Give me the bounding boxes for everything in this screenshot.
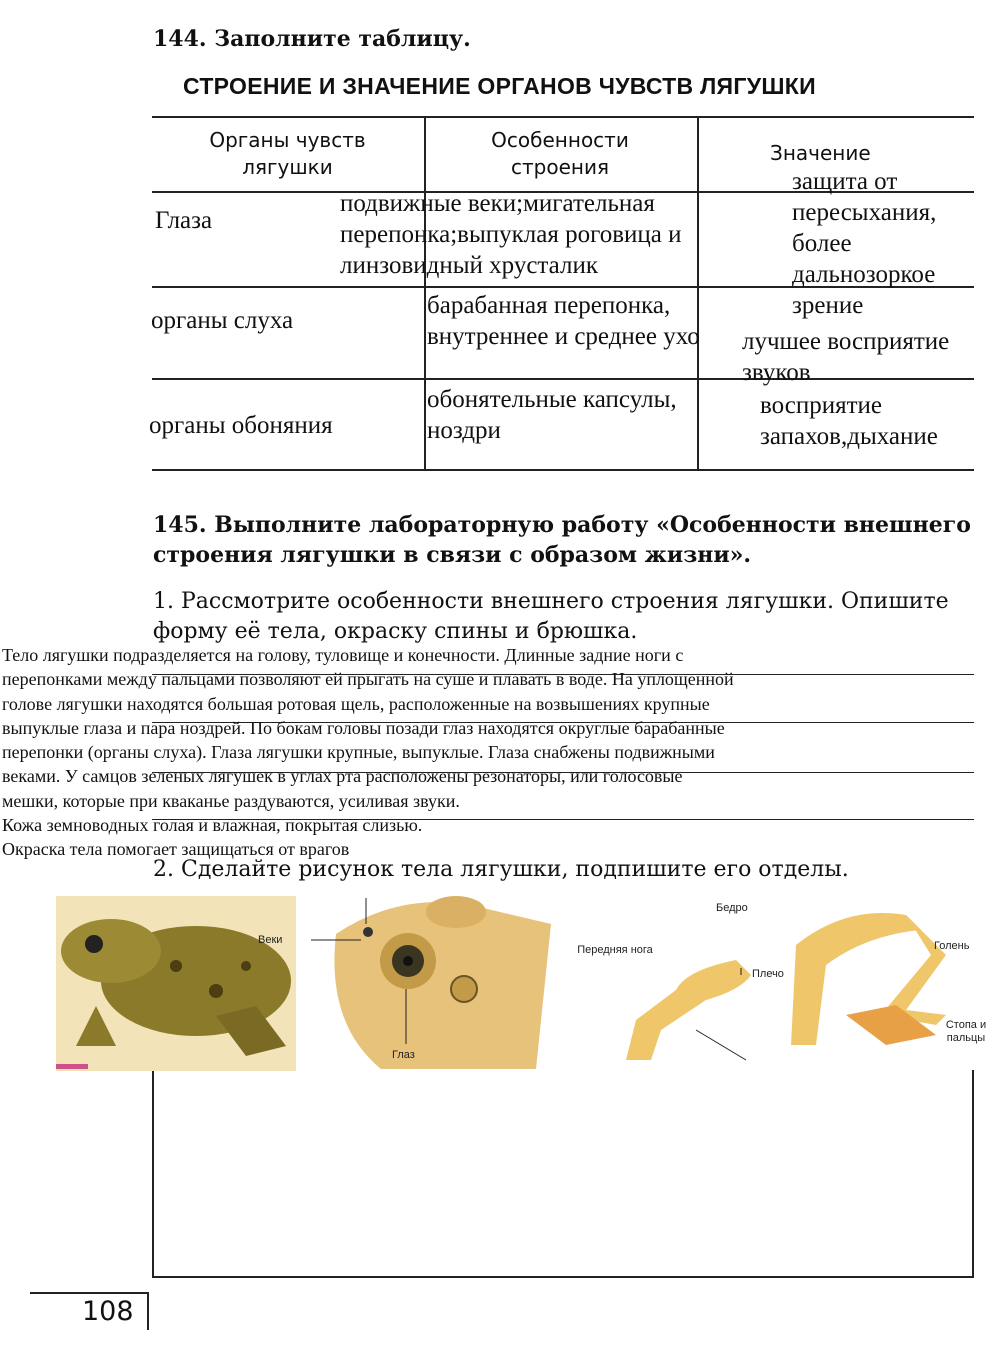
frog-body-image: [56, 896, 296, 1071]
label-foreleg: Передняя нога: [577, 944, 653, 956]
answer-line: перепонками между пальцами позволяют ей прыгать на суше и плавать в воде. На уплощенной: [2, 669, 734, 690]
answer-line: Тело лягушки подразделяется на голову, туловище и конечности. Длинные задние ноги с: [2, 645, 684, 665]
answer-line: голове лягушки находятся большая ротовая щель, расположенные на возвышениях крупные: [2, 693, 710, 714]
row2-structure: барабанная перепонка, внутреннее и среднее ухо: [427, 292, 700, 350]
row1-value: защита от пересыхания, более дальнозоркое зрение: [792, 168, 937, 319]
column-header-organs: Органы чувств лягушки: [209, 128, 366, 179]
step-1-instruction: 1. Рассмотрите особенности внешнего строения лягушки. Опишите форму её тела, окраску спины и брюшка.: [153, 589, 949, 644]
answer-line: перепонки (органы слуха). Глаза лягушки крупные, выпуклые. Глаза снабжены подвижными: [2, 742, 715, 763]
answer-line: Окраска тела помогает защищаться от врагов: [2, 839, 350, 860]
column-header-structure: Особенности строения: [491, 128, 629, 179]
table-title: СТРОЕНИЕ И ЗНАЧЕНИЕ ОРГАНОВ ЧУВСТВ ЛЯГУШКИ: [183, 73, 816, 99]
row2-value: лучшее восприятие звуков: [742, 328, 950, 386]
answer-line: веками. У самцов зеленых лягушек в углах рта расположены резонаторы, или голосовые: [2, 766, 683, 787]
label-foot: Стопа и пальцы: [945, 1019, 987, 1044]
row1-structure: подвижные веки;мигательная перепонка;выпуклая роговица и линзовидный хрусталик: [340, 190, 682, 279]
answer-line: Кожа земноводных голая и влажная, покрытая слизью.: [2, 815, 423, 836]
label-eyelids: Веки: [258, 934, 283, 946]
row3-structure: обонятельные капсулы, ноздри: [427, 386, 677, 444]
row1-organ: Глаза: [155, 207, 213, 234]
row2-organ: органы слуха: [151, 307, 294, 334]
answer-text: [2, 643, 734, 862]
label-thigh: Бедро: [716, 902, 748, 914]
label-shoulder: Плечо: [752, 968, 784, 980]
task-145-heading: 145. Выполните лабораторную работу «Особенности внешнего строения лягушки в связи с образом жизни».: [153, 512, 971, 568]
step-2-instruction: 2. Сделайте рисунок тела лягушки, подпишите его отделы.: [153, 857, 849, 882]
drawing-box: [152, 1070, 974, 1278]
answer-line: мешки, которые при кваканье раздуваются, усиливая звуки.: [2, 790, 460, 811]
column-header-value: Значение: [770, 141, 871, 165]
row3-organ: органы обоняния: [149, 412, 333, 439]
task-144-heading: 144. Заполните таблицу.: [153, 26, 471, 52]
row3-value: восприятие запахов,дыхание: [760, 392, 938, 450]
page-number: 108: [82, 1296, 134, 1327]
label-eye: Глаз: [392, 1049, 415, 1061]
label-shin: Голень: [934, 940, 970, 952]
answer-line: выпуклые глаза и пара ноздрей. По бокам головы позади глаз находятся округлые барабанные: [2, 717, 725, 738]
frog-head-image: [296, 894, 566, 1074]
